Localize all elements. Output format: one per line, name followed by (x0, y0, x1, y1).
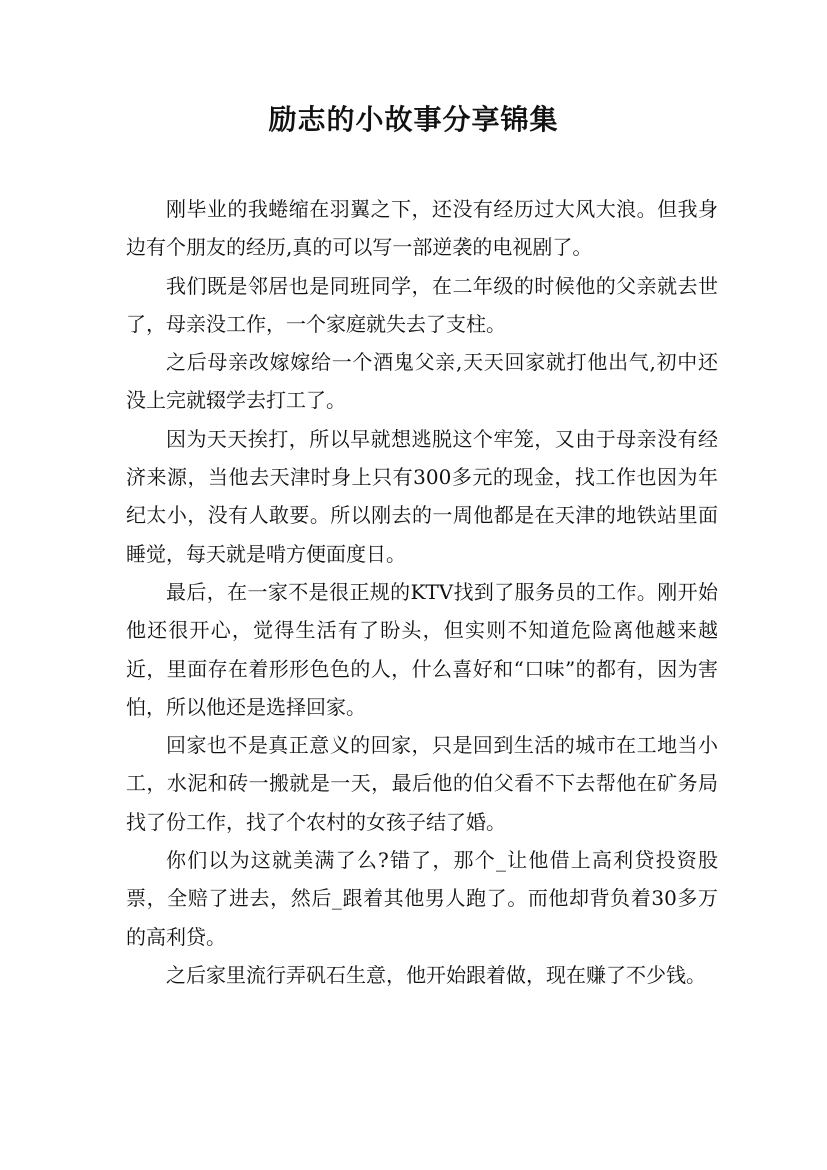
paragraph: 之后家里流行弄矾石生意，他开始跟着做，现在赚了不少钱。 (166, 962, 706, 987)
paragraph: 你们以为这就美满了么?错了，那个_让他借上高利贷投资股票，全赔了进去，然后_跟着其他男人跑了。而他却背负着30多万的高利贷。 (126, 848, 718, 949)
paragraph: 之后母亲改嫁嫁给一个酒鬼父亲,天天回家就打他出气,初中还没上完就辍学去打工了。 (126, 350, 718, 413)
paragraph: 最后，在一家不是很正规的KTV找到了服务员的工作。刚开始他还很开心，觉得生活有了盼头，但实则不知道危险离他越来越近，里面存在着形形色色的人，什么喜好和“口味”的都有，因为害怕，所以他还是选择回家。 (126, 579, 718, 719)
paragraph: 因为天天挨打，所以早就想逃脱这个牢笼，又由于母亲没有经济来源，当他去天津时身上只有300多元的现金，找工作也因为年纪太小，没有人敢要。所以刚去的一周他都是在天津的地铁站里面睡觉，每天就是啃方便面度日。 (126, 426, 718, 566)
document-body (126, 190, 718, 994)
document-title: 励志的小故事分享锦集 (268, 103, 559, 136)
paragraph: 我们既是邻居也是同班同学，在二年级的时候他的父亲就去世了，母亲没工作，一个家庭就失去了支柱。 (126, 273, 718, 336)
paragraph: 刚毕业的我蜷缩在羽翼之下，还没有经历过大风大浪。但我身边有个朋友的经历,真的可以写一部逆袭的电视剧了。 (126, 197, 718, 260)
paragraph: 回家也不是真正意义的回家，只是回到生活的城市在工地当小工，水泥和砖一搬就是一天，最后他的伯父看不下去帮他在矿务局找了份工作，找了个农村的女孩子结了婚。 (126, 733, 718, 834)
